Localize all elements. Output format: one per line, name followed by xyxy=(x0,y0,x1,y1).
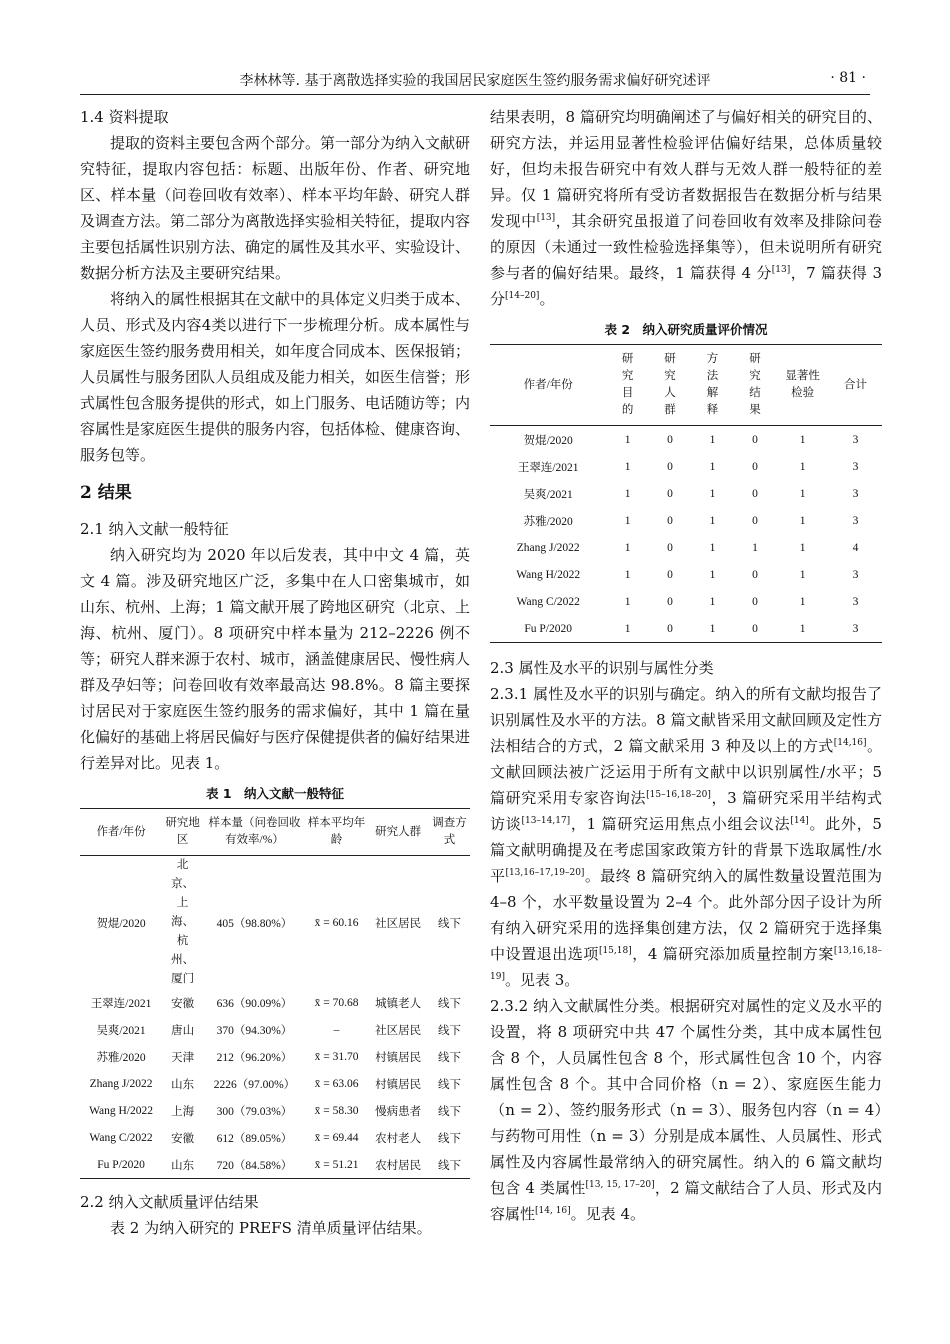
table-cell: 212（96.20%） xyxy=(216,1051,293,1064)
table-cell: 1 xyxy=(799,541,806,554)
table-cell: 0 xyxy=(752,595,758,608)
text-run: 。此外，5 篇文献明确提及在考虑国家政策方针的背景下选取属性/水平 xyxy=(490,815,882,885)
text-run: ，其余研究虽报道了问卷回收有效率及排除问卷的原因（未通过一致性检验选择集等），但未说明所有研究参与者的偏好结果。最终，1 篇获得 4 分 xyxy=(490,212,882,282)
table-cell: x̄ = 70.68 xyxy=(314,996,359,1009)
text-run: 。见表 4。 xyxy=(570,1205,645,1223)
table-cell: 0 xyxy=(667,541,673,554)
table-row xyxy=(490,588,882,615)
table-cell: 3 xyxy=(852,433,859,446)
table-cell: 405（98.80%） xyxy=(216,917,293,930)
table-cell: 0 xyxy=(752,460,758,473)
table-row xyxy=(490,534,882,561)
table-cell: 线下 xyxy=(437,1078,461,1091)
running-header xyxy=(80,66,870,95)
table-cell: Wang H/2022 xyxy=(516,568,581,581)
text-run: ，3 篇研究采用半结构式访谈 xyxy=(490,789,882,833)
paragraph-attribute-classification xyxy=(490,993,882,1227)
table-cell: x̄ = 60.16 xyxy=(314,916,359,929)
table-cell: 苏雅/2020 xyxy=(523,515,573,528)
text-run: 结果表明，8 篇研究均明确阐述了与偏好相关的研究目的、研究方法，并运用显著性检验评估偏好结果，总体质量较好，但均未报告研究中有效人群与无效人群一般特征的差异。仅 1 篇研究将所有受访者数据报告在数据分析与结果发现中 xyxy=(490,108,882,230)
table-row xyxy=(80,1097,470,1124)
paragraph-quality-intro: 表 2 为纳入研究的 PREFS 清单质量评估结果。 xyxy=(110,1219,432,1237)
table2-header: 方法解释 xyxy=(691,345,733,426)
section-2-3-heading: 2.3 属性及水平的识别与属性分类 xyxy=(490,659,714,677)
table-cell: 1 xyxy=(799,433,806,446)
table-row xyxy=(80,989,470,1016)
citation: [14,16] xyxy=(833,738,867,748)
table-cell: Fu P/2020 xyxy=(490,615,606,643)
text-run: 2.3.2 纳入文献属性分类。根据研究对属性的定义及水平的设置，将 8 项研究中共 47 个属性分类，其中成本属性包含 8 个，人员属性包含 8 个，形式属性包含 10 个，内容属性包含 8 个。其中合同价格（n = 2）、家庭医生能力（n = 2）、签约服务形式（n = 3）、服务包内容（n = 4）与药物可用性（n = 3）分别是成本属性、人员属性、形式属性及内容属性最常纳入的研究属性。纳入的 6 篇文献均包含 4 类属性 xyxy=(490,997,882,1197)
table-cell: 贺焜/2020 xyxy=(523,434,573,447)
table-cell: 村镇居民 xyxy=(375,1051,422,1064)
table-cell: 1 xyxy=(691,615,733,643)
text-run: 。 xyxy=(539,290,555,308)
paragraph-attribute-categories: 将纳入的属性根据其在文献中的具体定义归类于成本、人员、形式及内容4类以进行下一步梳理分析。成本属性与家庭医生签约服务费用相关，如年度合同成本、医保报销；人员属性与服务团队人员组成及能力相关，如医生信誉；形式属性包含服务提供的形式，如上门服务、电话随访等；内容属性是家庭医生提供的服务内容，包括体检、健康咨询、服务包等。 xyxy=(80,290,471,464)
table2-header: 合计 xyxy=(829,345,882,426)
table-cell: 王翠连/2021 xyxy=(517,461,579,474)
table-row xyxy=(490,561,882,588)
table-cell: Zhang J/2022 xyxy=(89,1077,153,1090)
table-cell: 1 xyxy=(624,487,631,500)
table-cell: 0 xyxy=(752,433,758,446)
table-cell: 1 xyxy=(709,487,716,500)
table-cell: 0 xyxy=(667,595,673,608)
table-row xyxy=(80,1151,470,1179)
table-row xyxy=(490,426,882,454)
table-row xyxy=(80,1124,470,1151)
table-cell: 1 xyxy=(799,595,806,608)
citation: [13,16,18–19] xyxy=(490,946,882,982)
table-cell: 4 xyxy=(852,541,859,554)
table-cell: 300（79.03%） xyxy=(216,1105,293,1118)
table1-header: 研究地区 xyxy=(162,809,203,856)
left-column xyxy=(80,104,470,1241)
table-cell: 山东 xyxy=(162,1151,203,1179)
table-cell: 吴爽/2021 xyxy=(523,488,573,501)
table-cell: Fu P/2020 xyxy=(80,1151,162,1179)
table-row xyxy=(490,453,882,480)
table-cell: 1 xyxy=(799,568,806,581)
table-cell: 天津 xyxy=(171,1051,195,1064)
table-row xyxy=(80,1043,470,1070)
table1 xyxy=(80,808,470,1179)
table-cell: Wang H/2022 xyxy=(89,1104,153,1117)
table2-header: 研究人群 xyxy=(649,345,691,426)
table-cell: 3 xyxy=(852,460,859,473)
table2-header: 显著性检验 xyxy=(776,345,829,426)
table-cell: 0 xyxy=(667,433,673,446)
table-row xyxy=(490,615,882,643)
table-cell: 612（89.05%） xyxy=(216,1132,293,1145)
table-cell: 0 xyxy=(667,514,673,527)
table-cell: x̄ = 58.30 xyxy=(314,1104,359,1117)
citation: [14–20] xyxy=(505,291,540,301)
table-cell: 山东 xyxy=(171,1078,195,1091)
right-column xyxy=(490,104,882,1227)
table1-header: 研究人群 xyxy=(367,809,429,856)
table-cell: 370（94.30%） xyxy=(216,1024,293,1037)
table-cell: 1 xyxy=(709,595,716,608)
table-cell: 线下 xyxy=(437,997,461,1010)
table-cell: 社区居民 xyxy=(375,1024,422,1037)
table-cell: 1 xyxy=(799,514,806,527)
paragraph-general-characteristics: 纳入研究均为 2020 年以后发表，其中中文 4 篇，英文 4 篇。涉及研究地区广泛，多集中在人口密集城市，如山东、杭州、上海；1 篇文献开展了跨地区研究（北京、上海、杭州、厦门）。8 项研究中样本量为 212–2226 例不等；研究人群来源于农村、城市，涵盖健康居民、慢性病人群及孕妇等；问卷回收有效率最高达 98.8%。8 篇主要探讨居民对于家庭医生签约服务的需求偏好，其中 1 篇在量化偏好的基础上将居民偏好与医疗保健提供者的偏好结果进行差异对比。见表 1。 xyxy=(80,546,471,772)
table-row xyxy=(80,1016,470,1043)
table-cell: 0 xyxy=(752,568,758,581)
table1-header: 样本平均年龄 xyxy=(306,809,368,856)
table-cell: 1 xyxy=(624,514,631,527)
citation: [15,18] xyxy=(598,946,632,956)
table-cell: 1 xyxy=(624,460,631,473)
text-run: 2.3.1 属性及水平的识别与确定。纳入的所有文献均报告了识别属性及水平的方法。8 篇文献皆采用文献回顾及定性方法相结合的方式，2 篇文献采用 3 种及以上的方式 xyxy=(490,685,882,755)
table-cell: 1 xyxy=(709,541,716,554)
table-cell: 农村居民 xyxy=(367,1151,429,1179)
table-cell: 0 xyxy=(667,487,673,500)
table-cell: 1 xyxy=(709,568,716,581)
table1-header: 样本量（问卷回收有效率/%） xyxy=(203,809,306,856)
section-2-1-heading: 2.1 纳入文献一般特征 xyxy=(80,520,229,538)
section-2-heading: 2 结果 xyxy=(80,483,132,503)
table-cell: 1 xyxy=(799,487,806,500)
table-cell: 吴爽/2021 xyxy=(96,1024,146,1037)
table-cell: 2226（97.00%） xyxy=(213,1078,296,1091)
table2-header: 作者/年份 xyxy=(490,345,606,426)
table-cell: Zhang J/2022 xyxy=(516,541,580,554)
table-cell: 线下 xyxy=(429,1151,470,1179)
table-cell: 北京、上海、杭州、厦门 xyxy=(171,859,195,985)
paragraph-data-extraction: 提取的资料主要包含两个部分。第一部分为纳入文献研究特征，提取内容包括：标题、出版年份、作者、研究地区、样本量（问卷回收有效率）、样本平均年龄、研究人群及调查方法。第二部分为离散选择实验相关特征，提取内容主要包括属性识别方法、确定的属性及其水平、实验设计、数据分析方法及主要研究结果。 xyxy=(80,134,471,282)
citation: [15–16,18–20] xyxy=(646,790,711,800)
table-cell: 1 xyxy=(709,514,716,527)
page-number: · 81 · xyxy=(830,70,866,86)
citation: [13] xyxy=(536,213,556,223)
table-cell: 线下 xyxy=(437,1132,461,1145)
table-cell: 慢病患者 xyxy=(375,1105,422,1118)
citation: [13,16–17,19–20] xyxy=(505,868,585,878)
table-cell: 0 xyxy=(667,460,673,473)
table-row xyxy=(490,480,882,507)
table-cell: 0 xyxy=(734,615,776,643)
section-1-4-heading: 1.4 资料提取 xyxy=(80,108,169,126)
section-2-2-heading: 2.2 纳入文献质量评估结果 xyxy=(80,1193,259,1211)
table-cell: 3 xyxy=(852,568,859,581)
text-run: ，1 篇研究运用焦点小组会议法 xyxy=(570,815,791,833)
table2-caption: 表 2 纳入研究质量评价情况 xyxy=(604,322,768,337)
table-cell: 安徽 xyxy=(171,997,195,1010)
citation: [13] xyxy=(771,265,791,275)
table-cell: 720（84.58%） xyxy=(203,1151,306,1179)
table-row xyxy=(80,1070,470,1097)
table-cell: 城镇老人 xyxy=(375,997,422,1010)
paragraph-quality-results xyxy=(490,104,882,312)
table-cell: – xyxy=(333,1023,340,1036)
text-run: 。文献回顾法被广泛运用于所有文献中以识别属性/水平；5 篇研究采用专家咨询法 xyxy=(490,737,882,807)
table-cell: 1 xyxy=(624,595,631,608)
table-cell: 线下 xyxy=(437,917,461,930)
table-cell: 1 xyxy=(709,433,716,446)
table-cell: 1 xyxy=(799,460,806,473)
table-cell: x̄ = 69.44 xyxy=(314,1131,359,1144)
table-cell: Wang C/2022 xyxy=(89,1131,153,1144)
table-cell: 王翠连/2021 xyxy=(90,997,152,1010)
table-cell: 636（90.09%） xyxy=(216,997,293,1010)
text-run: ，2 篇文献结合了人员、形式及内容属性 xyxy=(490,1179,882,1223)
text-run: 。最终 8 篇研究纳入的属性数量设置范围为 4–8 个，水平数量设置为 2–4 个。此外部分因子设计为所有纳入研究采用的选择集创建方法，仅 2 篇研究于选择集中设置退出选项 xyxy=(490,867,882,963)
table-cell: 3 xyxy=(852,514,859,527)
table-cell: Wang C/2022 xyxy=(516,595,580,608)
citation: [13–14,17] xyxy=(521,816,571,826)
table-cell: 上海 xyxy=(171,1105,195,1118)
table-cell: 1 xyxy=(624,568,631,581)
table-cell: 1 xyxy=(624,541,631,554)
table-cell: 0 xyxy=(752,487,758,500)
header-title: 李林林等. 基于离散选择实验的我国居民家庭医生签约服务需求偏好研究述评 xyxy=(239,73,711,89)
table-cell: 唐山 xyxy=(171,1024,195,1037)
paragraph-attribute-identification xyxy=(490,681,882,993)
table-cell: 0 xyxy=(649,615,691,643)
text-run: 。见表 3。 xyxy=(504,971,580,989)
table-cell: 农村老人 xyxy=(375,1132,422,1145)
table-cell: 1 xyxy=(709,460,716,473)
table-cell: 3 xyxy=(852,595,859,608)
table-cell: 线下 xyxy=(437,1051,461,1064)
table-cell: 贺焜/2020 xyxy=(96,917,146,930)
table-row xyxy=(490,507,882,534)
text-run: ，4 篇研究添加质量控制方案 xyxy=(631,945,834,963)
table-cell: 3 xyxy=(852,487,859,500)
citation: [13, 15, 17–20] xyxy=(585,1180,655,1190)
table-cell: x̄ = 51.21 xyxy=(306,1151,368,1179)
table-cell: 社区居民 xyxy=(375,917,422,930)
table1-caption: 表 1 纳入文献一般特征 xyxy=(205,786,345,801)
table-cell: 线下 xyxy=(437,1024,461,1037)
table-cell: 1 xyxy=(776,615,829,643)
table-row xyxy=(80,856,470,990)
table1-header: 作者/年份 xyxy=(80,809,162,856)
table-cell: 苏雅/2020 xyxy=(96,1051,146,1064)
table-cell: 3 xyxy=(829,615,882,643)
table-cell: x̄ = 63.06 xyxy=(314,1077,359,1090)
table-cell: 1 xyxy=(606,615,648,643)
table2-header: 研究结果 xyxy=(734,345,776,426)
citation: [14, 16] xyxy=(535,1206,571,1216)
table-cell: 0 xyxy=(667,568,673,581)
table-cell: 1 xyxy=(752,541,758,554)
table-cell: 线下 xyxy=(437,1105,461,1118)
table-cell: 0 xyxy=(752,514,758,527)
text-run: ，7 篇获得 3 分 xyxy=(490,264,882,308)
table-cell: 安徽 xyxy=(171,1132,195,1145)
table2 xyxy=(490,344,882,643)
table-cell: 1 xyxy=(624,433,631,446)
table-cell: x̄ = 31.70 xyxy=(314,1050,359,1063)
table1-header: 调查方式 xyxy=(429,809,470,856)
table-cell: 村镇居民 xyxy=(375,1078,422,1091)
citation: [14] xyxy=(790,816,809,826)
table2-header: 研究目的 xyxy=(606,345,648,426)
